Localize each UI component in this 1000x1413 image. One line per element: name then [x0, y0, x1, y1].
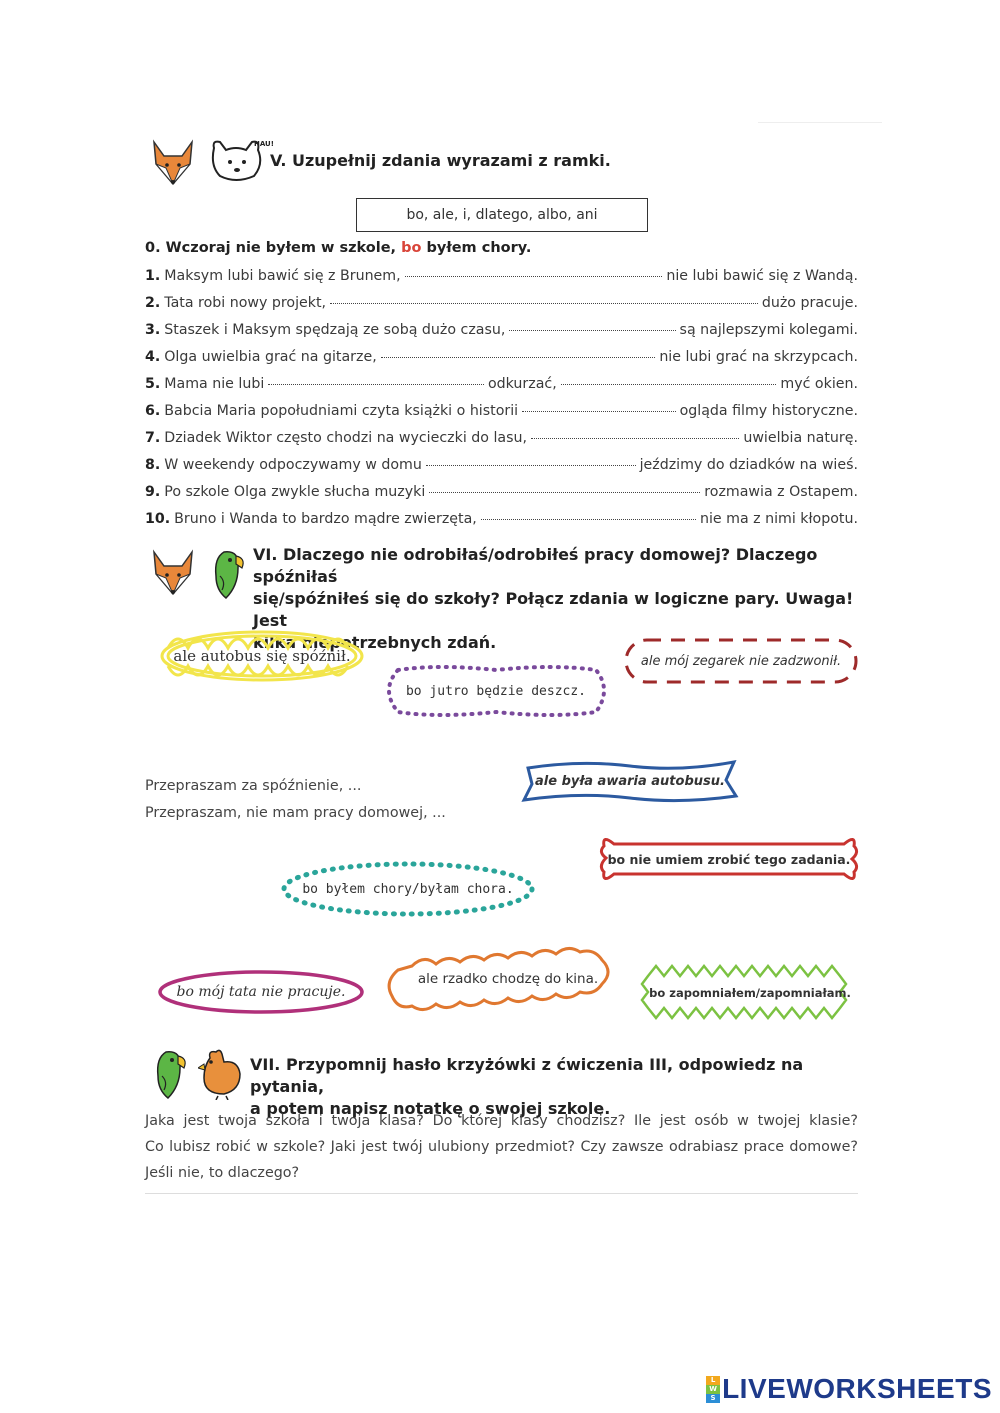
answer-blank[interactable] — [531, 437, 739, 439]
sentence-number: 5. — [145, 376, 161, 392]
example-answer: bo — [401, 240, 422, 256]
sentence-before: Olga uwielbia grać na gitarze, — [164, 349, 377, 365]
sentence-number: 8. — [145, 457, 161, 473]
sentence-number: 1. — [145, 268, 161, 284]
sentence-number: 2. — [145, 295, 161, 311]
question-line-1: Jaka jest twoja szkoła i twoja klasa? Do której klasy chodzisz? Ile jest osób w twojej klasie? — [145, 1113, 858, 1129]
bubble-bylem-chory[interactable] — [280, 860, 536, 918]
bubble-nie-umiem-zadania[interactable] — [598, 832, 860, 886]
sentence-before: Mama nie lubi — [164, 376, 265, 392]
section-6-title-line-1: VI. Dlaczego nie odrobiłaś/odrobiłeś pracy domowej? Dlaczego spóźniłaś — [253, 545, 818, 586]
bubble-text: ale była awaria autobusu. — [535, 773, 725, 789]
sentence-middle: odkurzać, — [487, 376, 557, 392]
section-6-title-line-3: kilka niepotrzebnych zdań. — [253, 633, 497, 652]
sentence-after: są najlepszymi kolegami. — [679, 322, 858, 338]
sentence-after: nie ma z nimi kłopotu. — [699, 511, 858, 527]
prompt-spoznienie: Przepraszam za spóźnienie, ... — [145, 778, 362, 794]
bubble-tata-nie-pracuje[interactable] — [156, 968, 366, 1016]
bubble-text: bo byłem chory/byłam chora. — [302, 881, 514, 897]
sentence-before: Staszek i Maksym spędzają ze sobą dużo czasu, — [164, 322, 506, 338]
logo-text: LIVEWORKSHEETS — [722, 1373, 992, 1404]
sentence-line — [145, 268, 858, 284]
answer-blank[interactable] — [561, 383, 777, 385]
bubble-awaria-autobusu[interactable] — [520, 758, 740, 804]
sentence-before: Maksym lubi bawić się z Brunem, — [164, 268, 401, 284]
answer-blank[interactable] — [522, 410, 675, 412]
answer-blank[interactable] — [481, 518, 696, 520]
sentence-after: nie lubi bawić się z Wandą. — [666, 268, 858, 284]
answer-blank[interactable] — [330, 302, 758, 304]
section-5-title: V. Uzupełnij zdania wyrazami z ramki. — [270, 151, 611, 170]
example-before: Wczoraj nie byłem w szkole, — [165, 240, 397, 256]
question-line-3: Jeśli nie, to dlaczego? — [145, 1165, 300, 1181]
section-7-title-line-2: a potem napisz notatkę o swojej szkole. — [250, 1099, 611, 1118]
sentence-before: Dziadek Wiktor często chodzi na wycieczki do lasu, — [164, 430, 527, 446]
sentence-after: jeździmy do dziadków na wieś. — [639, 457, 858, 473]
dog-sound: HAU! — [254, 140, 274, 148]
answer-blank[interactable] — [381, 356, 656, 358]
sentence-line — [145, 484, 858, 500]
sentence-line — [145, 403, 858, 419]
bubble-jutro-deszcz[interactable] — [378, 662, 614, 720]
sentence-number: 6. — [145, 403, 161, 419]
sentence-before: Po szkole Olga zwykle słucha muzyki — [164, 484, 426, 500]
sentence-number: 7. — [145, 430, 161, 446]
dog-icon — [210, 138, 274, 184]
sentence-line — [145, 349, 858, 365]
sentence-number: 10. — [145, 511, 171, 527]
bubble-text: ale rzadko chodzę do kina. — [417, 971, 599, 987]
fox-icon-1 — [148, 138, 198, 188]
sentence-after: dużo pracuje. — [761, 295, 858, 311]
sentence-line — [145, 295, 858, 311]
section-6-title-line-2: się/spóźniłeś się do szkoły? Połącz zdania w logiczne pary. Uwaga! Jest — [253, 589, 854, 630]
bubble-zegarek-nie-zadzwonil[interactable] — [622, 636, 860, 686]
answer-blank[interactable] — [509, 329, 675, 331]
bubble-text: bo nie umiem zrobić tego zadania. — [607, 851, 851, 867]
example-after: byłem chory. — [426, 240, 532, 256]
sentence-number: 9. — [145, 484, 161, 500]
hen-icon — [198, 1048, 244, 1100]
word-box: bo, ale, i, dlatego, albo, ani — [356, 198, 648, 232]
answer-blank[interactable] — [405, 275, 663, 277]
sentence-before: Babcia Maria popołudniami czyta książki o historii — [164, 403, 519, 419]
sentence-line — [145, 376, 858, 392]
bubble-rzadko-do-kina[interactable] — [398, 954, 618, 1004]
section-7-title-line-1: VII. Przypomnij hasło krzyżówki z ćwiczenia III, odpowiedz na pytania, — [250, 1055, 804, 1096]
section-7-questions — [145, 1108, 858, 1186]
parrot-icon-2 — [150, 1046, 190, 1102]
sentence-after: rozmawia z Ostapem. — [704, 484, 858, 500]
sentence-number: 4. — [145, 349, 161, 365]
bubble-text: ale autobus się spóźnił. — [173, 647, 351, 665]
sentence-before: Tata robi nowy projekt, — [164, 295, 327, 311]
answer-blank[interactable] — [429, 491, 700, 493]
liveworksheets-logo[interactable] — [706, 1373, 992, 1405]
example-number: 0. — [145, 240, 161, 256]
bubble-text: ale mój zegarek nie zadzwonił. — [640, 653, 842, 669]
logo-mark-icon: L W S — [706, 1376, 720, 1403]
divider — [145, 1193, 858, 1194]
top-divider — [758, 122, 882, 123]
sentence-after: uwielbia naturę. — [743, 430, 858, 446]
sentence-after: nie lubi grać na skrzypcach. — [659, 349, 858, 365]
parrot-icon-1 — [208, 546, 248, 602]
bubble-text: bo zapomniałem/zapomniałam. — [649, 986, 851, 1000]
prompt-praca-domowa: Przepraszam, nie mam pracy domowej, ... — [145, 805, 446, 821]
bubble-text: bo jutro będzie deszcz. — [405, 683, 586, 699]
answer-blank[interactable] — [268, 383, 484, 385]
answer-blank[interactable] — [426, 464, 636, 466]
sentence-line — [145, 430, 858, 446]
sentence-before: Bruno i Wanda to bardzo mądre zwierzęta, — [174, 511, 477, 527]
bubble-autobus-spoznil[interactable] — [158, 628, 366, 684]
bubble-zapomnialem[interactable] — [638, 962, 862, 1024]
sentence-after: myć okien. — [780, 376, 859, 392]
bubble-text: bo mój tata nie pracuje. — [176, 984, 346, 1000]
sentence-after: ogląda filmy historyczne. — [679, 403, 858, 419]
sentence-line — [145, 511, 858, 527]
sentence-number: 3. — [145, 322, 161, 338]
example-sentence — [145, 240, 531, 256]
sentence-before: W weekendy odpoczywamy w domu — [164, 457, 422, 473]
sentence-line — [145, 457, 858, 473]
sentence-line — [145, 322, 858, 338]
question-line-2: Co lubisz robić w szkole? Jaki jest twój ulubiony przedmiot? Czy zawsze odrabiasz prace domowe? — [145, 1139, 858, 1155]
fox-icon-2 — [148, 548, 198, 598]
